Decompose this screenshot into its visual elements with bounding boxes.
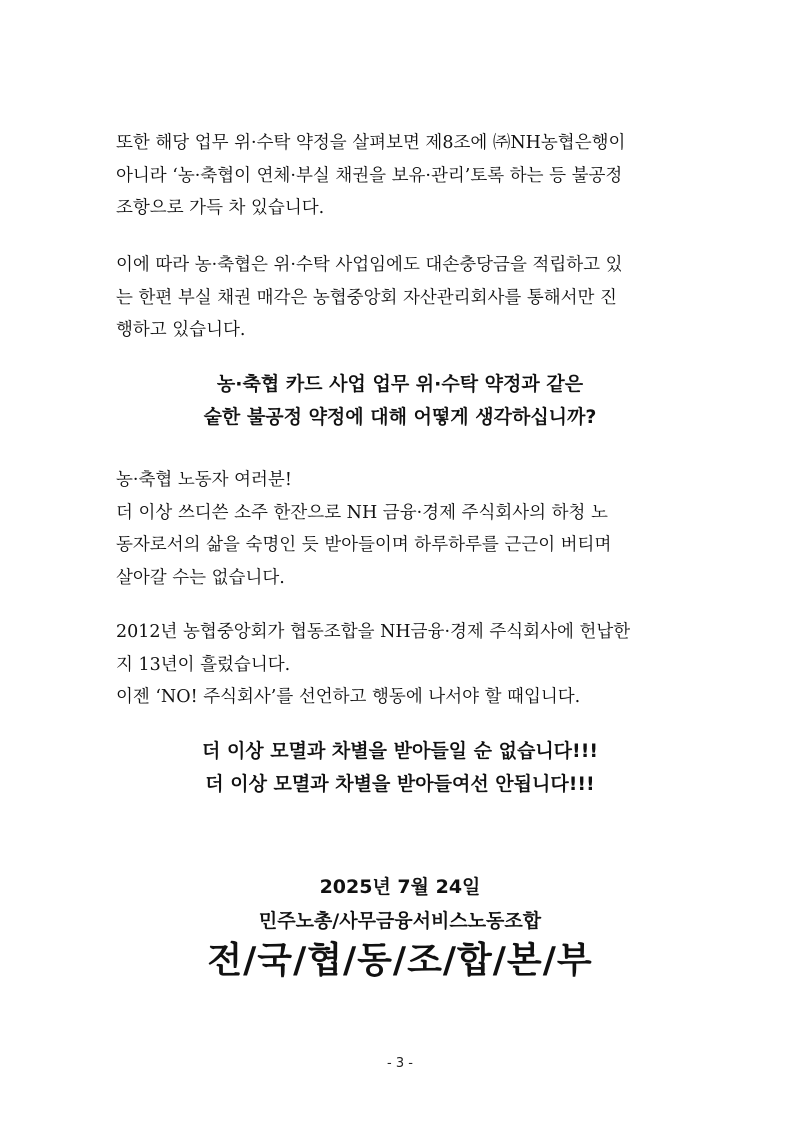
text-line: 또한 해당 업무 위·수탁 약정을 살펴보면 제8조에 ㈜NH농협은행이 xyxy=(116,133,626,153)
paragraph-agreement-clause xyxy=(116,127,686,225)
signature-organization: 민주노총/사무금융서비스노동조합 xyxy=(258,910,542,932)
text-line: 동자로서의 삶을 숙명인 듯 받아들이며 하루하루를 근근이 버티며 xyxy=(116,535,612,555)
slogan-heading xyxy=(0,735,800,801)
text-line: 2012년 농협중앙회가 협동조합을 NH금융·경제 주식회사에 헌납한 xyxy=(116,622,631,642)
paragraph-bad-debt xyxy=(116,249,686,347)
page-number: - 3 - xyxy=(387,1056,413,1071)
slogan-line: 더 이상 모멸과 차별을 받아들여선 안됩니다!!! xyxy=(205,773,595,795)
text-line: 는 한편 부실 채권 매각은 농협중앙회 자산관리회사를 통해서만 진 xyxy=(116,287,617,308)
text-line: 지 13년이 흘렀습니다. xyxy=(116,654,291,675)
text-line: 살아갈 수는 없습니다. xyxy=(116,567,285,588)
text-line: 조항으로 가득 차 있습니다. xyxy=(116,198,325,218)
text-line: 농·축협 노동자 여러분! xyxy=(116,470,292,490)
text-line: 더 이상 쓰디쓴 소주 한잔으로 NH 금융·경제 주식회사의 하청 노 xyxy=(116,502,608,523)
text-line: 이젠 ‘NO! 주식회사’를 선언하고 행동에 나서야 할 때입니다. xyxy=(116,687,581,707)
heading-line: 숱한 불공정 약정에 대해 어떻게 생각하십니까? xyxy=(203,406,597,428)
paragraph-declaration xyxy=(116,616,686,714)
text-line: 이에 따라 농·축협은 위·수탁 사업임에도 대손충당금을 적립하고 있 xyxy=(116,255,623,275)
text-line: 행하고 있습니다. xyxy=(116,320,246,340)
heading-line: 농·축협 카드 사업 업무 위·수탁 약정과 같은 xyxy=(216,373,584,395)
slogan-line: 더 이상 모멸과 차별을 받아들일 순 없습니다!!! xyxy=(201,740,599,762)
text-line: 아니라 ‘농·축협이 연체·부실 채권을 보유·관리’토록 하는 등 불공정 xyxy=(116,165,623,186)
question-heading xyxy=(0,368,800,434)
paragraph-appeal xyxy=(116,464,686,594)
signature-branch: 전/국/협/동/조/합/본/부 xyxy=(207,940,593,981)
signature-date: 2025년 7월 24일 xyxy=(319,876,481,898)
